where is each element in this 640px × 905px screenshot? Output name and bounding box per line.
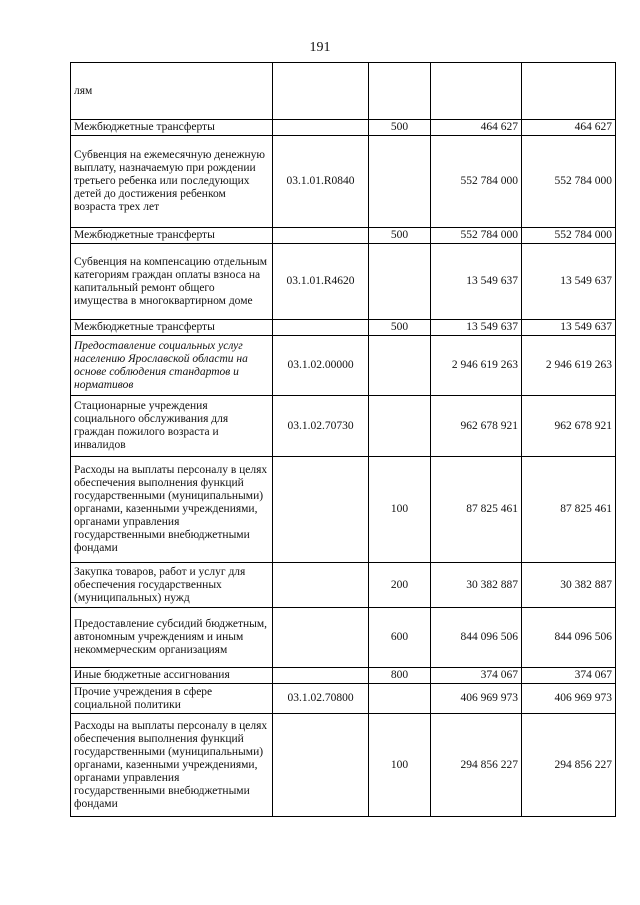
expense-type-cell: 600 bbox=[369, 608, 431, 668]
amount-cell: 844 096 506 bbox=[522, 608, 616, 668]
table-row bbox=[71, 457, 616, 563]
table-row bbox=[71, 668, 616, 684]
amount-cell: 406 969 973 bbox=[431, 684, 522, 714]
amount-cell: 552 784 000 bbox=[522, 228, 616, 244]
table-row bbox=[71, 120, 616, 136]
amount-cell: 406 969 973 bbox=[522, 684, 616, 714]
expense-type-cell bbox=[369, 136, 431, 228]
amount-cell: 844 096 506 bbox=[431, 608, 522, 668]
code-cell: 03.1.02.00000 bbox=[273, 336, 369, 396]
amount-cell bbox=[522, 63, 616, 120]
amount-cell: 962 678 921 bbox=[522, 396, 616, 457]
amount-cell: 30 382 887 bbox=[431, 563, 522, 608]
page-number: 191 bbox=[309, 40, 331, 55]
name-cell: лям bbox=[71, 63, 273, 120]
code-cell bbox=[273, 320, 369, 336]
amount-cell: 87 825 461 bbox=[431, 457, 522, 563]
expense-type-cell bbox=[369, 684, 431, 714]
amount-cell: 552 784 000 bbox=[431, 228, 522, 244]
amount-cell: 962 678 921 bbox=[431, 396, 522, 457]
name-cell: Иные бюджетные ассигнования bbox=[71, 668, 273, 684]
amount-cell: 13 549 637 bbox=[431, 244, 522, 320]
amount-cell: 374 067 bbox=[431, 668, 522, 684]
table-row bbox=[71, 63, 616, 120]
amount-cell: 13 549 637 bbox=[431, 320, 522, 336]
expense-type-cell bbox=[369, 244, 431, 320]
amount-cell: 464 627 bbox=[522, 120, 616, 136]
name-cell: Прочие учреждения в сфере социальной политики bbox=[71, 684, 273, 714]
table-row bbox=[71, 228, 616, 244]
table-row bbox=[71, 714, 616, 817]
budget-table-body bbox=[71, 63, 616, 817]
code-cell bbox=[273, 63, 369, 120]
amount-cell: 2 946 619 263 bbox=[431, 336, 522, 396]
expense-type-cell bbox=[369, 396, 431, 457]
amount-cell: 13 549 637 bbox=[522, 320, 616, 336]
name-cell: Межбюджетные трансферты bbox=[71, 228, 273, 244]
code-cell: 03.1.01.R4620 bbox=[273, 244, 369, 320]
amount-cell: 552 784 000 bbox=[522, 136, 616, 228]
table-row bbox=[71, 320, 616, 336]
amount-cell: 294 856 227 bbox=[431, 714, 522, 817]
amount-cell: 294 856 227 bbox=[522, 714, 616, 817]
budget-table bbox=[70, 62, 616, 817]
code-cell bbox=[273, 714, 369, 817]
name-cell: Закупка товаров, работ и услуг для обеспечения государственных (муниципальных) нужд bbox=[71, 563, 273, 608]
expense-type-cell: 500 bbox=[369, 228, 431, 244]
amount-cell: 87 825 461 bbox=[522, 457, 616, 563]
code-cell bbox=[273, 563, 369, 608]
table-row bbox=[71, 136, 616, 228]
expense-type-cell: 800 bbox=[369, 668, 431, 684]
amount-cell: 2 946 619 263 bbox=[522, 336, 616, 396]
name-cell: Расходы на выплаты персоналу в целях обеспечения выполнения функций государственными (муниципальными) органами, казенными учреждениями, органами управления государственными внебюджетными фондами bbox=[71, 714, 273, 817]
table-row bbox=[71, 396, 616, 457]
amount-cell: 552 784 000 bbox=[431, 136, 522, 228]
name-cell: Предоставление социальных услуг населению Ярославской области на основе соблюдения стандартов и нормативов bbox=[71, 336, 273, 396]
amount-cell bbox=[431, 63, 522, 120]
name-cell: Предоставление субсидий бюджетным, автономным учреждениям и иным некоммерческим организациям bbox=[71, 608, 273, 668]
code-cell: 03.1.01.R0840 bbox=[273, 136, 369, 228]
name-cell: Межбюджетные трансферты bbox=[71, 320, 273, 336]
name-cell: Стационарные учреждения социального обслуживания для граждан пожилого возраста и инвалидов bbox=[71, 396, 273, 457]
expense-type-cell: 500 bbox=[369, 120, 431, 136]
code-cell bbox=[273, 608, 369, 668]
code-cell bbox=[273, 228, 369, 244]
amount-cell: 464 627 bbox=[431, 120, 522, 136]
table-row bbox=[71, 608, 616, 668]
name-cell: Субвенция на ежемесячную денежную выплату, назначаемую при рождении третьего ребенка или последующих детей до достижения ребенком возраста трех лет bbox=[71, 136, 273, 228]
table-row bbox=[71, 563, 616, 608]
table-row bbox=[71, 336, 616, 396]
code-cell bbox=[273, 120, 369, 136]
expense-type-cell bbox=[369, 336, 431, 396]
table-row bbox=[71, 244, 616, 320]
table-row bbox=[71, 684, 616, 714]
amount-cell: 13 549 637 bbox=[522, 244, 616, 320]
code-cell: 03.1.02.70800 bbox=[273, 684, 369, 714]
code-cell bbox=[273, 668, 369, 684]
expense-type-cell: 100 bbox=[369, 457, 431, 563]
expense-type-cell: 500 bbox=[369, 320, 431, 336]
code-cell: 03.1.02.70730 bbox=[273, 396, 369, 457]
amount-cell: 374 067 bbox=[522, 668, 616, 684]
name-cell: Субвенция на компенсацию отдельным категориям граждан оплаты взноса на капитальный ремонт общего имущества в многоквартирном доме bbox=[71, 244, 273, 320]
expense-type-cell: 200 bbox=[369, 563, 431, 608]
expense-type-cell: 100 bbox=[369, 714, 431, 817]
name-cell: Межбюджетные трансферты bbox=[71, 120, 273, 136]
amount-cell: 30 382 887 bbox=[522, 563, 616, 608]
name-cell: Расходы на выплаты персоналу в целях обеспечения выполнения функций государственными (муниципальными) органами, казенными учреждениями, органами управления государственными внебюджетными фондами bbox=[71, 457, 273, 563]
code-cell bbox=[273, 457, 369, 563]
expense-type-cell bbox=[369, 63, 431, 120]
